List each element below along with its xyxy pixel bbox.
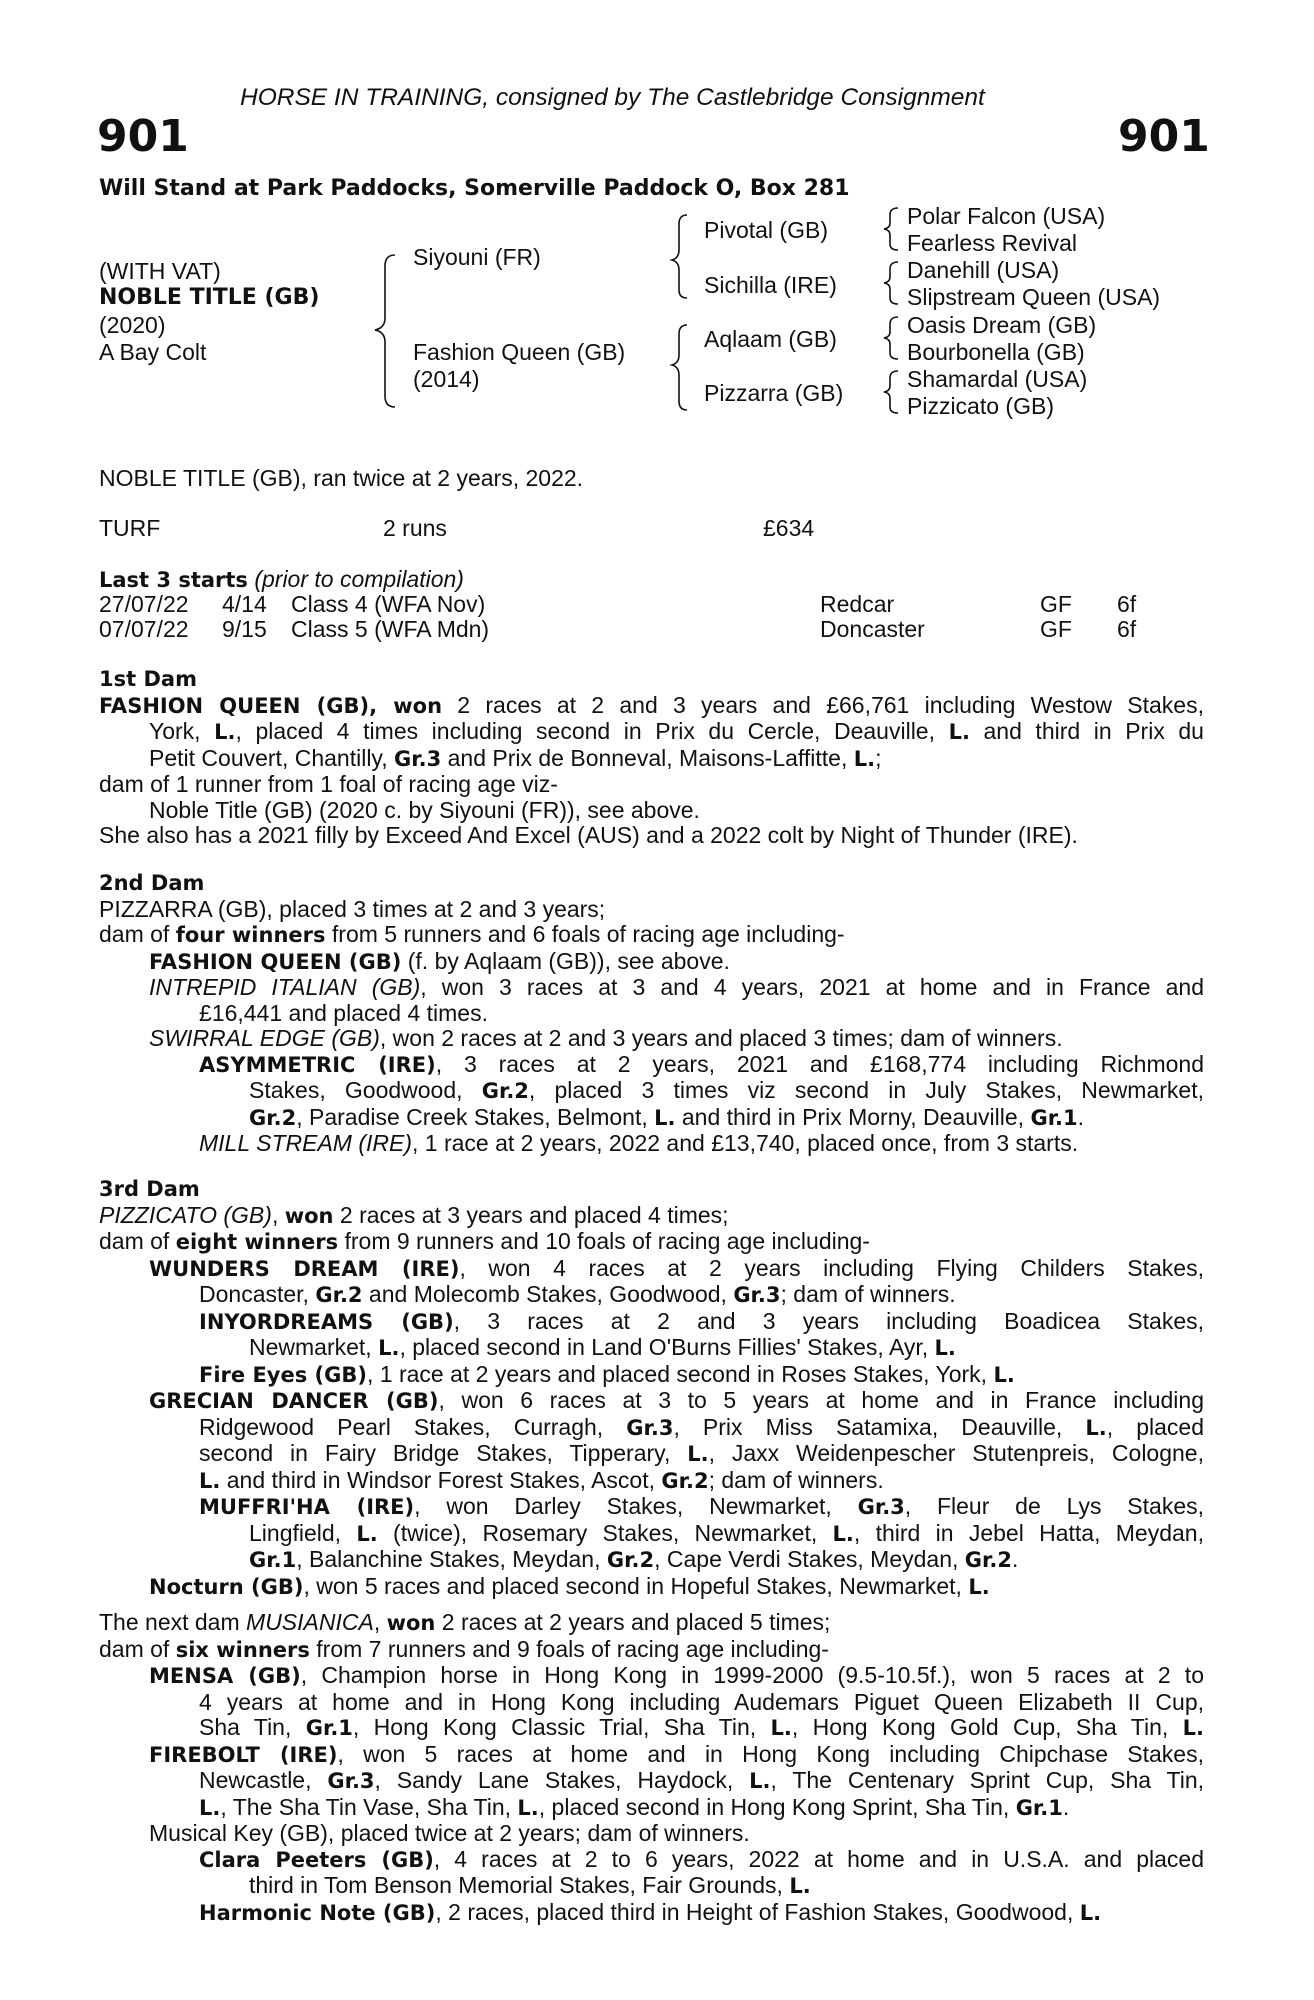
text-run: L.	[832, 1521, 854, 1546]
text-run: L.	[378, 1336, 400, 1360]
text-run: eight winners	[175, 1230, 339, 1254]
dam-line	[99, 693, 1204, 720]
horse-description: A Bay Colt	[99, 339, 207, 365]
start-position: 4/14	[222, 591, 267, 617]
text-run: Clara Peeters (GB)	[199, 1847, 434, 1872]
text-run: , 4 races at 2 to 6 years, 2022 at home and in U.S.A. and placed	[433, 1845, 1204, 1872]
text-run: Harmonic Note (GB)	[199, 1900, 436, 1925]
text-run: Gr.2	[606, 1548, 655, 1572]
text-run: York,	[149, 718, 215, 744]
dam-line	[99, 1415, 1204, 1442]
text-run: PIZZICATO (GB)	[99, 1201, 272, 1228]
start-date: 07/07/22	[99, 616, 189, 642]
text-run: L.	[948, 720, 970, 744]
text-run: , third in Jebel Hatta, Meydan,	[853, 1519, 1204, 1546]
text-run: MUFFRI'HA (IRE)	[199, 1495, 415, 1519]
dam-line	[99, 1795, 1204, 1822]
lot-number-left: 901	[97, 111, 189, 162]
dam-sire: Aqlaam (GB)	[704, 326, 837, 352]
last-starts-note: (prior to compilation)	[254, 566, 464, 592]
dam-line	[99, 1335, 1204, 1362]
text-run: ;	[875, 744, 882, 771]
section-heading: 1st Dam	[99, 667, 197, 691]
surface-label: TURF	[99, 515, 161, 541]
text-run: ASYMMETRIC (IRE)	[199, 1052, 436, 1077]
start-distance: 6f	[1117, 591, 1137, 617]
brace-sire	[672, 215, 687, 298]
horse-name: NOBLE TITLE (GB)	[99, 285, 320, 310]
dam-line	[99, 922, 1204, 949]
catalogue-heading: HORSE IN TRAINING, consigned by The Castlebridge Consignment	[240, 84, 985, 111]
dam-line	[99, 1663, 1204, 1690]
text-run: L.	[749, 1769, 771, 1793]
brace-pizzarra	[884, 371, 898, 413]
dam-line	[99, 1441, 1204, 1468]
text-run: (twice), Rosemary Stakes, Newmarket,	[377, 1519, 833, 1546]
g3-shamardal: Shamardal (USA)	[907, 366, 1088, 392]
dam-dam: Pizzarra (GB)	[704, 380, 844, 406]
text-run: INYORDREAMS (GB)	[199, 1309, 454, 1334]
runs-count: 2 runs	[383, 515, 447, 541]
text-run: , placed 3 times viz second in July Stakes, Newmarket,	[528, 1077, 1204, 1103]
text-run: L.	[687, 1442, 709, 1466]
text-run: and third in Windsor Forest Stakes, Ascot,	[220, 1466, 662, 1493]
dam-line	[99, 1768, 1204, 1795]
text-run: , won 6 races at 3 to 5 years at home and in France including	[438, 1387, 1204, 1413]
prize-money: £634	[763, 515, 815, 541]
second-dam-section	[99, 871, 1204, 1157]
text-run: 2 races at 3 years and placed 4 times;	[333, 1201, 729, 1228]
text-run: , placed second in Hong Kong Sprint, Sha Tin,	[538, 1793, 1016, 1820]
text-run: Gr.2	[964, 1548, 1012, 1572]
g3-danehill: Danehill (USA)	[907, 257, 1060, 283]
text-run: Newmarket,	[249, 1334, 379, 1360]
text-run: Gr.1	[1015, 1795, 1063, 1820]
text-run: , The Sha Tin Vase, Sha Tin,	[220, 1793, 518, 1820]
text-run: ,	[373, 1609, 387, 1635]
text-run: L.	[1085, 1415, 1107, 1440]
brace-sichilla	[884, 262, 898, 304]
text-run: ; dam of winners.	[780, 1281, 956, 1307]
dam-line: She also has a 2021 filly by Exceed And Excel (AUS) and a 2022 colt by Night of Thunder (IRE).	[99, 822, 1078, 848]
text-run: , won 2 races at 2 and 3 years and placed 3 times; dam of winners.	[379, 1025, 1063, 1051]
text-run: won	[386, 1611, 436, 1635]
text-run: FASHION QUEEN (GB)	[149, 949, 402, 974]
text-run: , won 3 races at 3 and 4 years, 2021 at home and in France and	[420, 974, 1204, 1000]
text-run: , 2 races, placed third in Height of Fashion Stakes, Goodwood,	[435, 1898, 1080, 1925]
brace-dam	[672, 325, 687, 410]
start-class: Class 5 (WFA Mdn)	[291, 616, 490, 642]
sire-sire: Pivotal (GB)	[704, 217, 828, 243]
text-run: , Fleur de Lys Stakes,	[904, 1493, 1205, 1519]
text-run: dam of	[99, 1228, 176, 1254]
dam-line	[99, 949, 1204, 976]
text-run: WUNDERS DREAM (IRE)	[149, 1256, 460, 1281]
vat-note: (WITH VAT)	[99, 258, 221, 284]
g3-oasis-dream: Oasis Dream (GB)	[907, 312, 1097, 338]
text-run: Newcastle,	[199, 1767, 328, 1793]
text-run: and Molecomb Stakes, Goodwood,	[362, 1281, 734, 1307]
text-run: , Prix Miss Satamixa, Deauville,	[673, 1413, 1086, 1440]
text-run: , Sandy Lane Stakes, Haydock,	[374, 1767, 750, 1793]
dam-line	[99, 1078, 1204, 1105]
dam-line	[99, 1521, 1204, 1548]
text-run: FIREBOLT (IRE)	[149, 1742, 338, 1767]
text-run: , 3 races at 2 years, 2021 and £168,774 including Richmond	[435, 1050, 1204, 1077]
text-run: , Jaxx Weidenpescher Stutenpreis, Cologne,	[708, 1440, 1204, 1466]
text-run: Gr.3	[857, 1495, 905, 1519]
text-run: six winners	[175, 1637, 310, 1662]
text-run: Gr.3	[733, 1283, 781, 1307]
dam-line	[99, 975, 1204, 1001]
text-run: , Balanchine Stakes, Meydan,	[296, 1546, 607, 1572]
text-run: third in Tom Benson Memorial Stakes, Fair Grounds,	[249, 1872, 790, 1898]
text-run: second in Fairy Bridge Stakes, Tipperary,	[199, 1440, 688, 1466]
first-dam-section	[99, 667, 1204, 849]
text-run: Gr.3	[327, 1769, 375, 1793]
text-run: won	[284, 1203, 334, 1228]
text-run: .	[1077, 1103, 1085, 1130]
text-run: Gr.2	[481, 1079, 529, 1103]
sire: Siyouni (FR)	[413, 244, 541, 270]
dam-line	[99, 1203, 1204, 1230]
next-dam-section	[99, 1610, 1204, 1926]
text-run: L.	[214, 720, 236, 744]
g3-slipstream-queen: Slipstream Queen (USA)	[907, 284, 1161, 310]
text-run: , won 5 races and placed second in Hopeful Stakes, Newmarket,	[303, 1572, 969, 1599]
dam-line	[99, 1715, 1204, 1742]
text-run: , Champion horse in Hong Kong in 1999-2000 (9.5-10.5f.), won 5 races at 2 to	[300, 1662, 1204, 1688]
text-run: Gr.1	[1030, 1105, 1078, 1130]
dam-line	[99, 1309, 1204, 1336]
text-run: Ridgewood Pearl Stakes, Curragh,	[199, 1413, 627, 1440]
text-run: L.	[1079, 1900, 1102, 1925]
dam-line	[99, 1362, 1204, 1389]
text-run: MENSA (GB)	[149, 1664, 301, 1688]
text-run: , 1 race at 2 years and placed second in Roses Stakes, York,	[366, 1360, 994, 1387]
text-run: , The Centenary Sprint Cup, Sha Tin,	[770, 1767, 1204, 1793]
text-run: , Hong Kong Classic Trial, Sha Tin,	[352, 1714, 771, 1740]
last-starts-title: Last 3 starts	[99, 568, 248, 592]
text-run: , Paradise Creek Stakes, Belmont,	[296, 1103, 655, 1130]
text-run: from 5 runners and 6 foals of racing age including-	[325, 921, 845, 947]
dam-line	[99, 1574, 1204, 1601]
text-run: INTREPID ITALIAN (GB)	[149, 974, 421, 1000]
third-dam-section	[99, 1177, 1204, 1600]
dam-line	[99, 1847, 1204, 1874]
foaling-year: (2020)	[99, 312, 166, 338]
text-run: Nocturn (GB)	[149, 1574, 304, 1599]
text-run: dam of	[99, 1635, 176, 1662]
race-summary: NOBLE TITLE (GB), ran twice at 2 years, 2022.	[99, 465, 584, 491]
dam-line: Noble Title (GB) (2020 c. by Siyouni (FR)), see above.	[149, 796, 700, 823]
dam-line	[99, 1282, 1204, 1309]
start-going: GF	[1040, 616, 1072, 642]
stand-location: Will Stand at Park Paddocks, Somerville Paddock O, Box 281	[99, 176, 850, 201]
start-course: Doncaster	[820, 616, 925, 642]
sire-dam: Sichilla (IRE)	[704, 272, 837, 298]
dam-line	[99, 746, 1204, 773]
dam-line: £16,441 and placed 4 times.	[199, 999, 488, 1026]
text-run: and third in Prix Morny, Deauville,	[675, 1103, 1031, 1130]
g3-fearless-revival: Fearless Revival	[907, 230, 1077, 256]
pedigree-braces	[0, 0, 1314, 450]
start-class: Class 4 (WFA Nov)	[291, 591, 486, 617]
text-run: Fire Eyes (GB)	[199, 1362, 367, 1387]
dam-line	[99, 1610, 1204, 1637]
text-run: , Cape Verdi Stakes, Meydan,	[654, 1546, 965, 1572]
text-run: L.	[199, 1468, 221, 1493]
dam-line	[99, 1900, 1204, 1927]
text-run: L.	[993, 1362, 1015, 1387]
text-run: L.	[517, 1795, 539, 1820]
dam-line	[99, 1388, 1204, 1415]
dam-line	[99, 719, 1204, 746]
section-heading: 3rd Dam	[99, 1177, 200, 1201]
text-run: Lingfield,	[249, 1519, 357, 1546]
text-run: L.	[968, 1574, 990, 1599]
dam-line	[99, 1742, 1204, 1769]
text-run: Stakes, Goodwood,	[249, 1077, 482, 1103]
start-date: 27/07/22	[99, 591, 189, 617]
text-run: L.	[654, 1105, 676, 1130]
g3-pizzicato: Pizzicato (GB)	[907, 393, 1054, 419]
text-run: Sha Tin,	[199, 1714, 306, 1740]
text-run: .	[1011, 1546, 1019, 1572]
dam-line	[99, 1873, 1204, 1900]
section-heading: 2nd Dam	[99, 871, 205, 895]
text-run: , won 5 races at home and in Hong Kong including Chipchase Stakes,	[337, 1740, 1204, 1767]
text-run: 2 races at 2 years and placed 5 times;	[435, 1609, 831, 1635]
text-run: L.	[356, 1521, 378, 1546]
text-run: FASHION QUEEN (GB), won	[99, 693, 443, 718]
text-run: 2 races at 2 and 3 years and £66,761 including Westow Stakes,	[442, 691, 1204, 718]
start-position: 9/15	[222, 616, 267, 642]
text-run: from 7 runners and 9 foals of racing age including-	[309, 1635, 829, 1662]
text-run: ; dam of winners.	[708, 1466, 884, 1493]
start-going: GF	[1040, 591, 1072, 617]
text-run: Gr.3	[626, 1415, 674, 1440]
dam-line	[99, 1256, 1204, 1283]
g3-polar-falcon: Polar Falcon (USA)	[907, 203, 1106, 229]
text-run: .	[1062, 1793, 1070, 1820]
text-run: (f. by Aqlaam (GB)), see above.	[401, 947, 730, 974]
start-course: Redcar	[820, 591, 895, 617]
text-run: , placed 4 times including second in Prix du Cercle, Deauville,	[235, 718, 949, 744]
brace-aqlaam	[884, 317, 898, 359]
dam-line	[99, 1052, 1204, 1079]
text-run: and third in Prix du	[969, 718, 1204, 744]
text-run: Petit Couvert, Chantilly,	[149, 744, 395, 771]
dam-line	[99, 1494, 1204, 1521]
text-run: Gr.2	[249, 1105, 297, 1130]
text-run: L.	[934, 1336, 956, 1360]
text-run: Gr.2	[661, 1468, 709, 1493]
text-run: Gr.3	[394, 746, 442, 771]
dam-line	[99, 1026, 1204, 1052]
dam-line: 4 years at home and in Hong Kong including Audemars Piguet Queen Elizabeth II Cup,	[199, 1688, 1204, 1715]
text-run: ,	[271, 1201, 285, 1228]
dam-line	[99, 1105, 1204, 1132]
dam-line: Musical Key (GB), placed twice at 2 years; dam of winners.	[149, 1820, 750, 1846]
text-run: , won 4 races at 2 years including Flying Childers Stakes,	[459, 1254, 1204, 1281]
text-run: SWIRRAL EDGE (GB)	[149, 1025, 380, 1051]
text-run: L.	[199, 1795, 221, 1820]
g3-bourbonella: Bourbonella (GB)	[907, 339, 1085, 365]
text-run: and Prix de Bonneval, Maisons-Laffitte,	[441, 744, 854, 771]
dam-line	[99, 1547, 1204, 1574]
dam-line	[99, 1229, 1204, 1256]
brace-pivotal	[884, 208, 898, 250]
start-distance: 6f	[1117, 616, 1137, 642]
text-run: Gr.2	[315, 1283, 363, 1307]
text-run: L.	[853, 746, 876, 771]
dam-line	[99, 1637, 1204, 1664]
text-run: , Hong Kong Gold Cup, Sha Tin,	[791, 1714, 1183, 1740]
lot-number-right: 901	[1118, 111, 1210, 162]
text-run: from 9 runners and 10 foals of racing age including-	[338, 1228, 870, 1254]
text-run: L.	[789, 1874, 811, 1898]
dam-line: dam of 1 runner from 1 foal of racing age viz-	[99, 771, 558, 797]
text-run: MUSIANICA	[246, 1609, 374, 1635]
text-run: , placed	[1106, 1413, 1204, 1440]
text-run: Gr.1	[305, 1716, 353, 1740]
dam-line	[99, 1131, 1204, 1157]
text-run: , won Darley Stakes, Newmarket,	[414, 1493, 858, 1519]
text-run: Doncaster,	[199, 1281, 316, 1307]
text-run: MILL STREAM (IRE)	[199, 1130, 412, 1156]
dam-line	[99, 1468, 1204, 1495]
dam-line: PIZZARRA (GB), placed 3 times at 2 and 3 years;	[99, 895, 606, 922]
text-run: , 3 races at 2 and 3 years including Boadicea Stakes,	[453, 1307, 1205, 1334]
text-run: L.	[770, 1716, 792, 1740]
text-run: Gr.1	[249, 1548, 297, 1572]
text-run: L.	[1182, 1716, 1204, 1740]
text-run: The next dam	[99, 1609, 247, 1635]
brace-foal	[375, 255, 395, 407]
text-run: , 1 race at 2 years, 2022 and £13,740, placed once, from 3 starts.	[412, 1130, 1079, 1156]
dam-year: (2014)	[413, 366, 480, 392]
dam: Fashion Queen (GB)	[413, 339, 626, 365]
text-run: dam of	[99, 921, 176, 947]
text-run: , placed second in Land O'Burns Fillies' Stakes, Ayr,	[399, 1334, 935, 1360]
text-run: four winners	[175, 923, 326, 947]
text-run: GRECIAN DANCER (GB)	[149, 1389, 439, 1413]
last-starts-heading	[99, 567, 464, 594]
